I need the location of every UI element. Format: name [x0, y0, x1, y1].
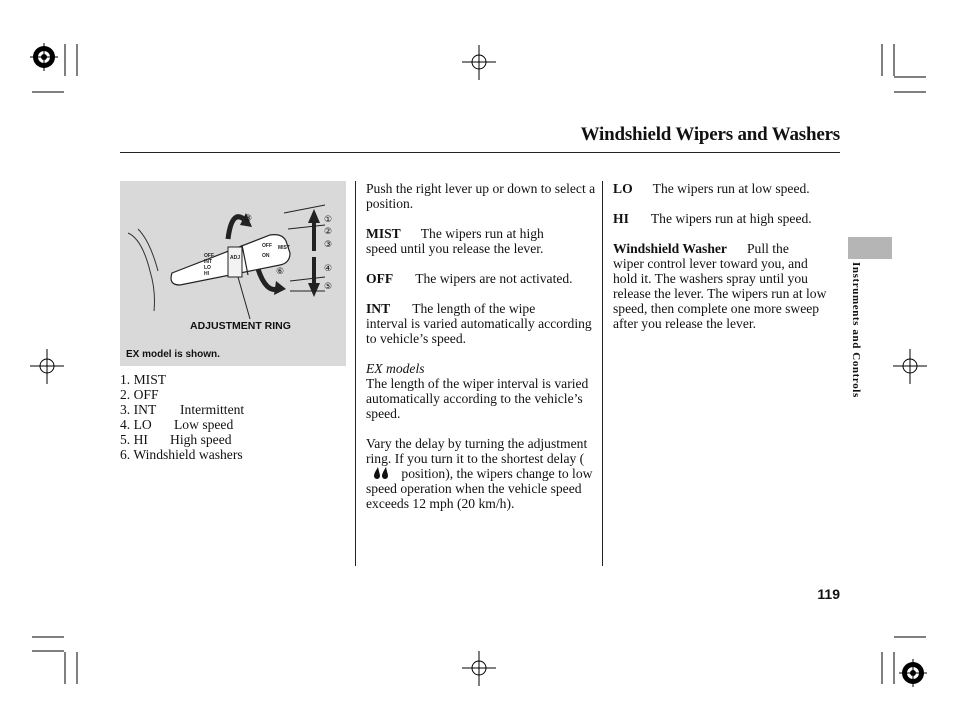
- page-number: 119: [817, 586, 840, 602]
- title-rule: [120, 152, 840, 153]
- ex-models-heading: EX models: [366, 361, 425, 376]
- washer-text-1: Pull the: [746, 241, 789, 256]
- callout-4: ④: [324, 264, 333, 274]
- callout-6: ⑥: [276, 267, 285, 277]
- figure-caption: EX model is shown.: [126, 349, 220, 360]
- mist-text-2: speed until you release the lever.: [366, 241, 544, 256]
- int-term: INT: [366, 301, 391, 316]
- lo-term: LO: [613, 181, 633, 196]
- ex-models-text: The length of the wiper interval is varied automatically according to the vehicle’s speed.: [366, 376, 589, 421]
- intro-text: Push the right lever up or down to select a position.: [366, 181, 596, 211]
- legend-item: 6. Windshield washers: [120, 447, 243, 462]
- washer-text-2: wiper control lever toward you, and hold it. The washers spray until you release the lever. The wipers run at low speed, then complete one more sweep after you release the lever.: [613, 256, 827, 331]
- lever-mark: INT: [204, 259, 213, 265]
- lever-mark: OFF: [204, 253, 214, 259]
- lever-mark: ON: [262, 253, 270, 259]
- hi-text: The wipers run at high speed.: [650, 211, 812, 226]
- legend-item: 1. MIST: [120, 372, 167, 387]
- mist-term: MIST: [366, 226, 401, 241]
- legend-item: 5. HI High speed: [120, 432, 232, 447]
- column-divider-1: [355, 181, 356, 566]
- off-entry: [366, 271, 596, 286]
- legend-item: 2. OFF: [120, 387, 159, 402]
- column-middle: [366, 181, 596, 511]
- washer-term: Windshield Washer: [613, 241, 727, 256]
- int-text-1: The length of the wipe: [412, 301, 536, 316]
- callout-5: ⑤: [324, 282, 333, 292]
- callout-1: ①: [324, 215, 333, 225]
- wiper-lever-drawing: [120, 181, 346, 366]
- section-tab: [848, 237, 892, 259]
- mist-entry: [366, 226, 596, 256]
- callout-3-ring: ③: [244, 214, 253, 224]
- column-right: [613, 181, 835, 331]
- column-divider-2: [602, 181, 603, 566]
- section-label: Instruments and Controls: [850, 262, 862, 398]
- off-text: The wipers are not activated.: [415, 271, 573, 286]
- hi-entry: [613, 211, 835, 226]
- washer-entry: [613, 241, 835, 331]
- lo-entry: [613, 181, 835, 196]
- vary-delay-text: Vary the delay by turning the adjustment ring. If you turn it to the shortest delay ( position), the wipers change to low speed operation when the vehicle speed exceeds 12 mph (20 km/h).: [366, 436, 593, 511]
- lo-text: The wipers run at low speed.: [652, 181, 810, 196]
- lever-mark: MIST: [278, 245, 290, 251]
- wiper-lever-illustration: [120, 181, 346, 366]
- lever-mark: LO: [204, 265, 211, 271]
- position-legend: [120, 372, 350, 462]
- lever-mark: HI: [204, 271, 209, 277]
- callout-2: ②: [324, 227, 333, 237]
- wiper-mist-icon: [372, 466, 392, 480]
- page-title: Windshield Wipers and Washers: [580, 124, 840, 145]
- mist-text-1: The wipers run at high: [420, 226, 544, 241]
- callout-3: ③: [324, 240, 333, 250]
- hi-term: HI: [613, 211, 629, 226]
- legend-item: 3. INT Intermittent: [120, 402, 245, 417]
- int-entry: [366, 301, 596, 346]
- adjustment-ring-label: ADJUSTMENT RING: [190, 320, 291, 332]
- lever-mark: ADJ: [230, 255, 241, 261]
- lever-mark: OFF: [262, 243, 272, 249]
- int-text-2: interval is varied automatically according to vehicle’s speed.: [366, 316, 592, 346]
- legend-item: 4. LO Low speed: [120, 417, 234, 432]
- off-term: OFF: [366, 271, 394, 286]
